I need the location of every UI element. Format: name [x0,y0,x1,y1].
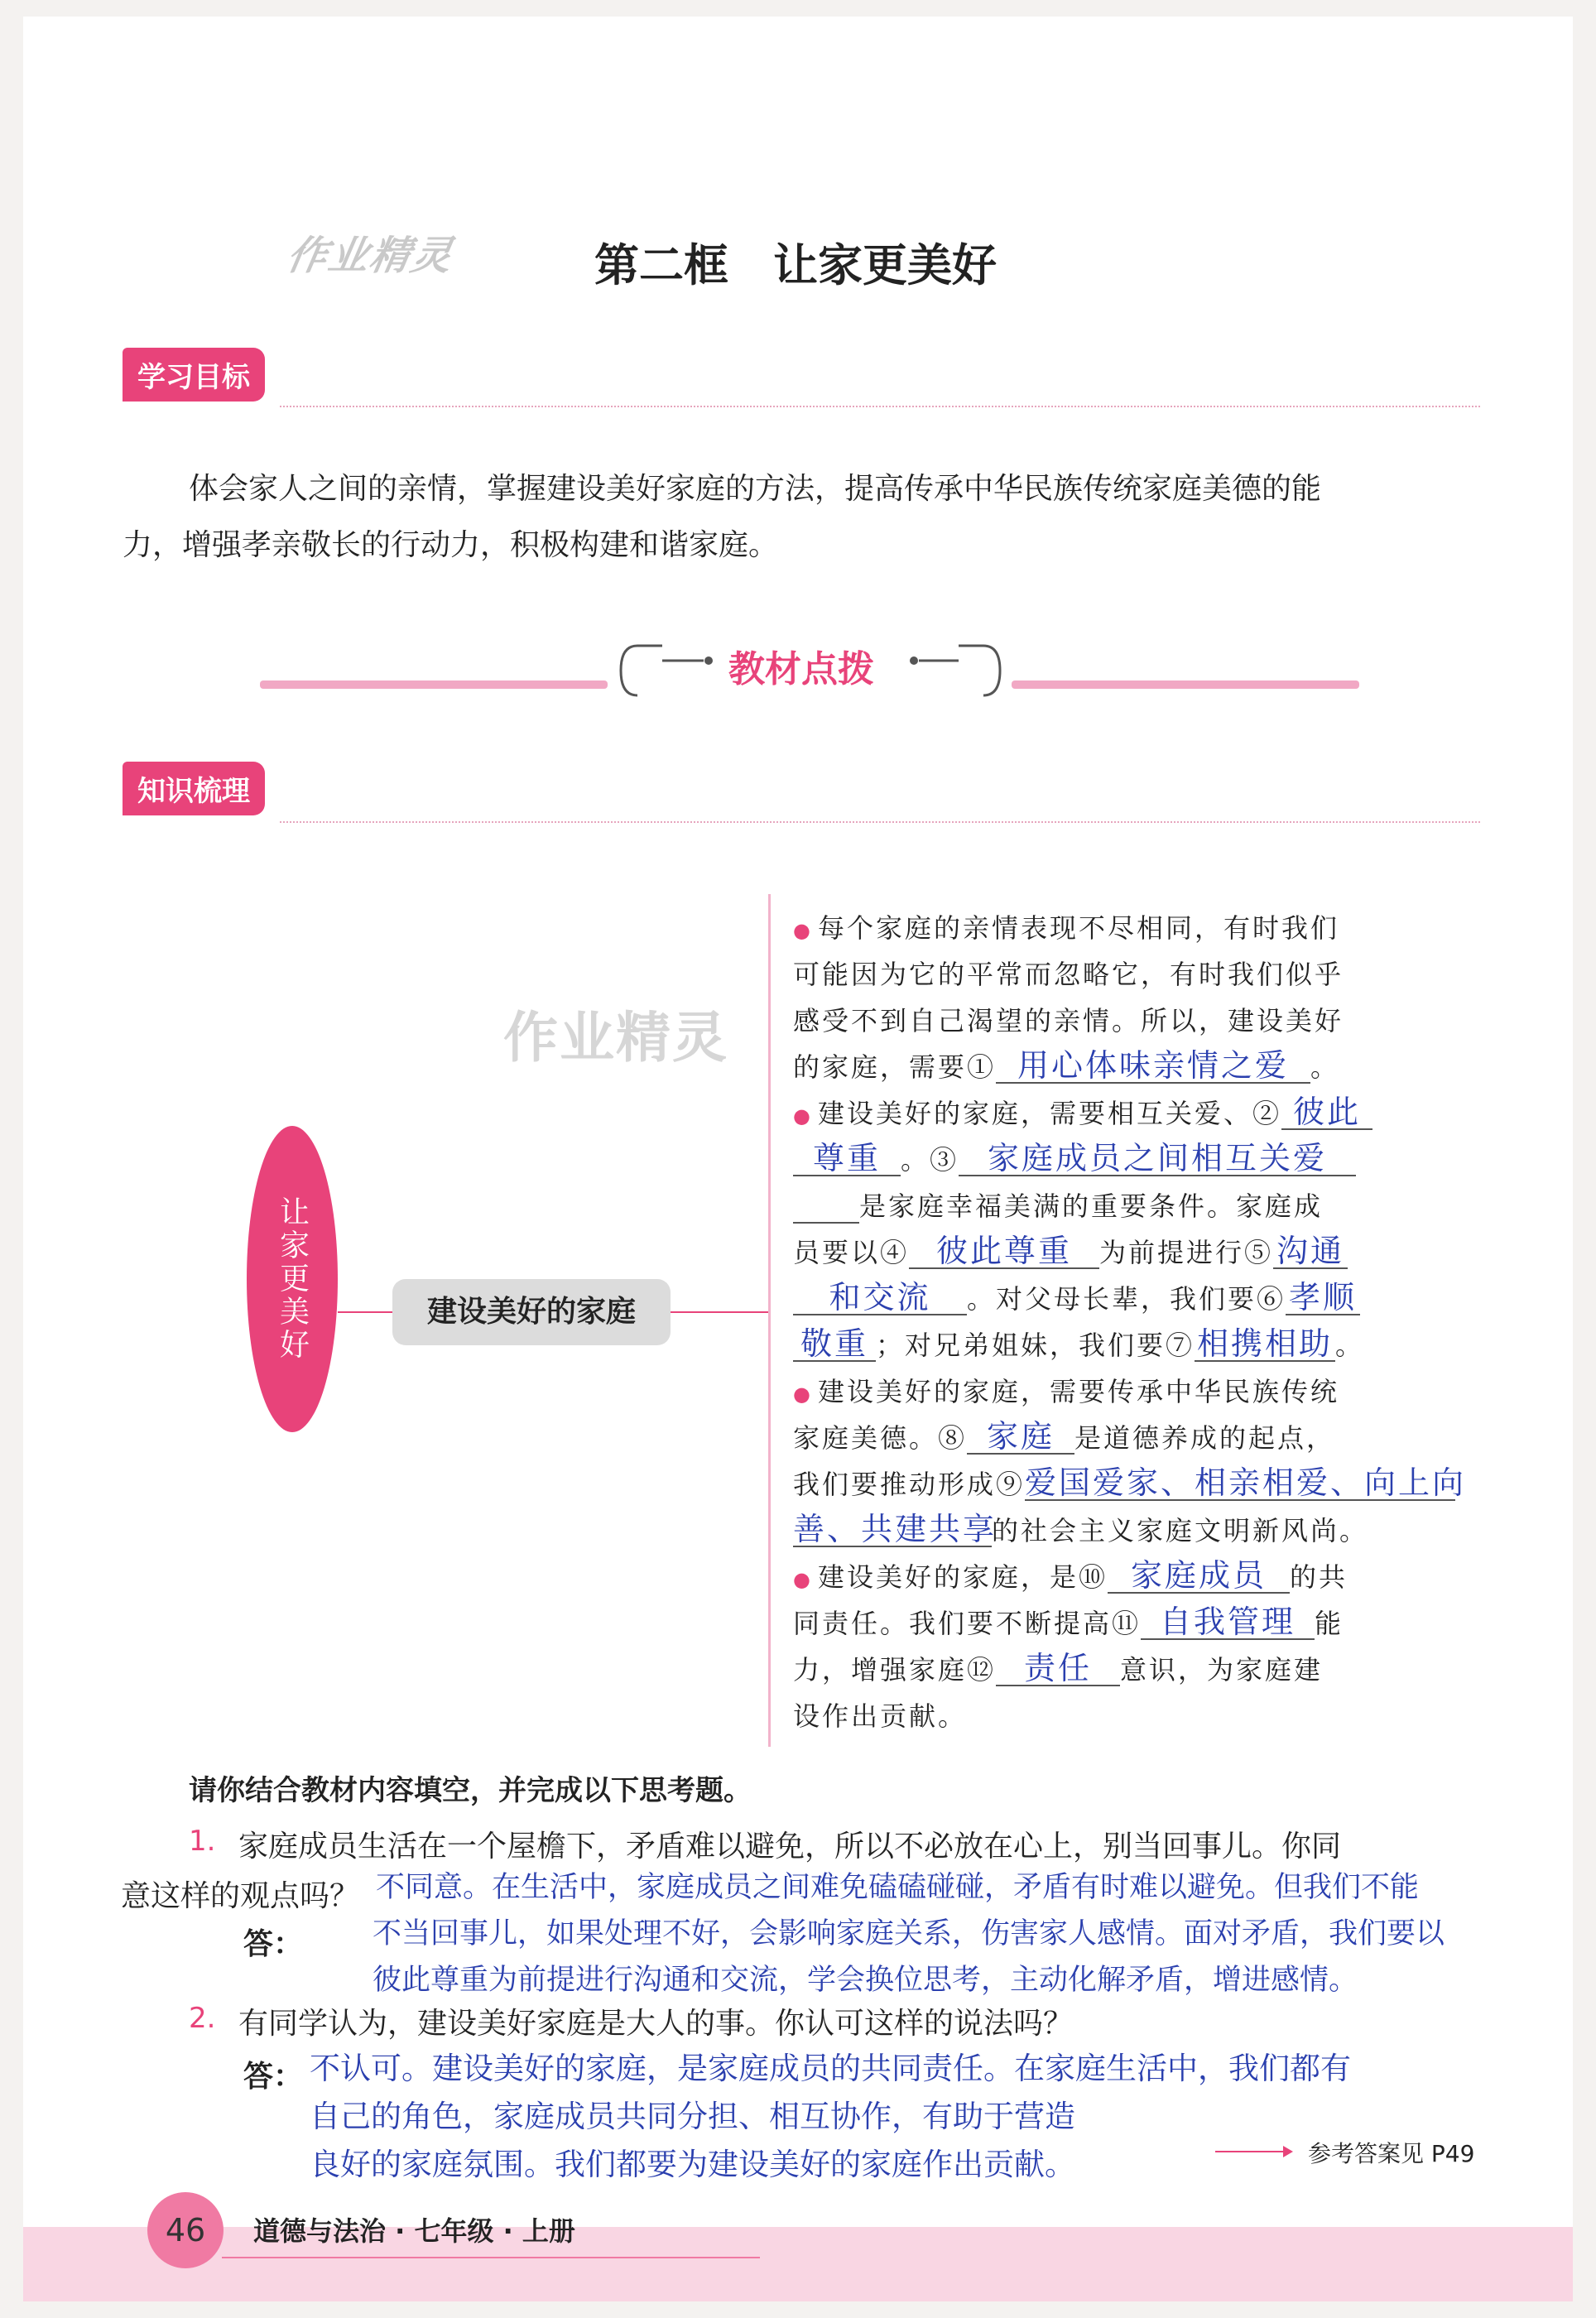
content-text: 。 [1335,1330,1365,1361]
bracket-line [768,894,771,1747]
q2-answer-line1: 不认可。建设美好的家庭，是家庭成员的共同责任。在家庭生活中，我们都有 [310,2051,1351,2086]
content-line [793,1325,1364,1363]
content-line [793,1510,1368,1548]
q1-answer-label: 答： [243,1926,304,1961]
goals-text-line1: 体会家人之间的亲情，掌握建设美好家庭的方法，提高传承中华民族传统家庭美德的能 [189,472,1322,506]
content-text: 建设美好的家庭，需要相互关爱、② [817,1098,1281,1129]
q2-answer-line3: 良好的家庭氛围。我们都要为建设美好的家庭作出贡献。 [310,2147,1075,2182]
content-text: 感受不到自己渴望的亲情。所以，建设美好 [793,1005,1344,1036]
content-line [793,1232,1348,1270]
q1-text-line2: 意这样的观点吗？ [121,1879,360,1913]
content-line [793,1046,1339,1084]
answer-8: 家庭 [967,1420,1074,1455]
content-text: 是家庭幸福美满的重要条件。家庭成 [859,1190,1324,1222]
content-text: 家庭美德。⑧ [793,1422,968,1454]
q2-answer-line2: 自己的角色，家庭成员共同分担、相互协作，有助于营造 [310,2099,1075,2134]
content-line [793,1000,1344,1038]
page [23,17,1573,2301]
content-text: 能 [1315,1608,1344,1639]
book-info: 道德与法治 · 七年级 · 上册 [253,2215,575,2247]
content-text: 建设美好的家庭，是⑩ [817,1561,1108,1593]
content-line [793,1371,1339,1409]
content-text: 力，增强家庭⑫ [793,1654,997,1686]
branch-connector [671,1311,770,1313]
content-text: 的共 [1289,1561,1348,1593]
answer-2b: 尊重 [793,1142,901,1176]
goals-tab: 学习目标 [123,348,265,402]
content-text: 的社会主义家庭文明新风尚。 [992,1515,1369,1546]
root-node-label: 让家更美好 [275,1196,310,1362]
content-text: 是道德养成的起点， [1074,1422,1336,1454]
answer-1: 用心体味亲情之爱 [996,1049,1310,1084]
q2-number: 2. [189,2002,216,2035]
content-text: 。③ [901,1144,959,1176]
content-text: 的家庭，需要① [793,1051,997,1083]
answer-6b: 敬重 [793,1327,876,1362]
content-text: 可能因为它的平常而忽略它，有时我们似乎 [793,959,1344,990]
answer-5b: 和交流 [793,1281,967,1315]
answer-4: 彼此尊重 [909,1234,1099,1269]
knowledge-content [793,894,1472,1755]
content-line [793,1464,1467,1502]
answer-reference: 参考答案见 P49 [1308,2140,1475,2167]
bullet-icon: ● [793,1104,813,1128]
q1-text-line1: 家庭成员生活在一个屋檐下，矛盾难以避免，所以不必放在心上，别当回事儿。你同 [238,1830,1342,1864]
bullet-icon: ● [793,1568,813,1591]
content-line [793,1278,1360,1316]
content-text: 设作出贡献。 [793,1700,968,1732]
content-line [793,1695,967,1734]
answer-6a: 孝顺 [1286,1281,1360,1315]
banner-left-bar [260,680,608,689]
answer-12: 责任 [996,1652,1120,1686]
content-text: 为前提进行⑤ [1099,1237,1274,1268]
questions-intro: 请你结合教材内容填空，并完成以下思考题。 [189,1774,752,1807]
content-line [793,954,1344,992]
blank-continuation [793,1190,859,1224]
q1-answer-line2: 不当回事儿，如果处理不好，会影响家庭关系，伤害家人感情。面对矛盾，我们要以 [373,1917,1445,1950]
root-node [247,1126,338,1432]
mindmap-watermark: 作业精灵 [503,1006,728,1070]
banner-title: 教材点拨 [728,648,874,690]
content-text: 意识，为家庭建 [1120,1654,1324,1686]
branch-node: 建设美好的家庭 [392,1279,671,1345]
content-line [793,1093,1372,1131]
bullet-icon: ● [793,919,813,942]
knowledge-divider [280,821,1480,825]
content-text: 我们要推动形成⑨ [793,1469,1026,1500]
banner-right-bar [1012,680,1359,689]
content-text: 员要以④ [793,1237,910,1268]
content-text: 。 [1310,1051,1340,1083]
answer-9b: 善、共建共享 [793,1511,997,1547]
content-text: 同责任。我们要不断提高⑪ [793,1608,1142,1639]
answer-11: 自我管理 [1141,1605,1315,1640]
q1-answer-line3: 彼此尊重为前提进行沟通和交流，学会换位思考，主动化解矛盾，增进感情。 [373,1964,1358,1997]
content-text: ；对兄弟姐妹，我们要⑦ [876,1330,1195,1361]
content-line [793,1185,1323,1224]
answer-2a: 彼此 [1281,1095,1372,1130]
answer-7: 相携相助 [1195,1327,1335,1362]
content-text: 建设美好的家庭，需要传承中华民族传统 [817,1376,1339,1407]
footer-line [222,2257,760,2258]
goals-divider [280,406,1480,410]
page-number: 46 [147,2192,224,2268]
header-watermark: 作业精灵 [283,233,458,279]
knowledge-tab: 知识梳理 [123,762,265,815]
page-title: 第二框 让家更美好 [594,238,997,291]
content-text: 。对父母长辈，我们要⑥ [967,1283,1286,1315]
q1-number: 1. [189,1825,216,1858]
content-line [793,1417,1335,1455]
content-text: 每个家庭的亲情表现不尽相同，有时我们 [817,912,1339,944]
content-line [793,1603,1344,1641]
q2-answer-label: 答： [243,2059,304,2094]
content-line [793,907,1339,945]
ref-arrow-head [1283,2146,1293,2157]
goals-text-line2: 力，增强孝亲敬长的行动力，积极构建和谐家庭。 [123,528,779,562]
content-line [793,1556,1348,1594]
answer-9a: 爱国爱家、相亲相爱、向上向 [1025,1464,1467,1501]
content-line [793,1139,1356,1177]
answer-5a: 沟通 [1273,1234,1348,1269]
content-line [793,1649,1323,1687]
answer-10: 家庭成员 [1108,1559,1290,1594]
q1-answer-line1: 不同意。在生活中，家庭成员之间难免磕磕碰碰，矛盾有时难以避免。但我们不能 [376,1871,1420,1904]
bullet-icon: ● [793,1383,813,1406]
answer-3: 家庭成员之间相互关爱 [959,1142,1356,1176]
q2-text-line1: 有同学认为，建设美好家庭是大人的事。你认可这样的说法吗？ [238,2007,1074,2041]
ref-arrow [1215,2151,1290,2152]
